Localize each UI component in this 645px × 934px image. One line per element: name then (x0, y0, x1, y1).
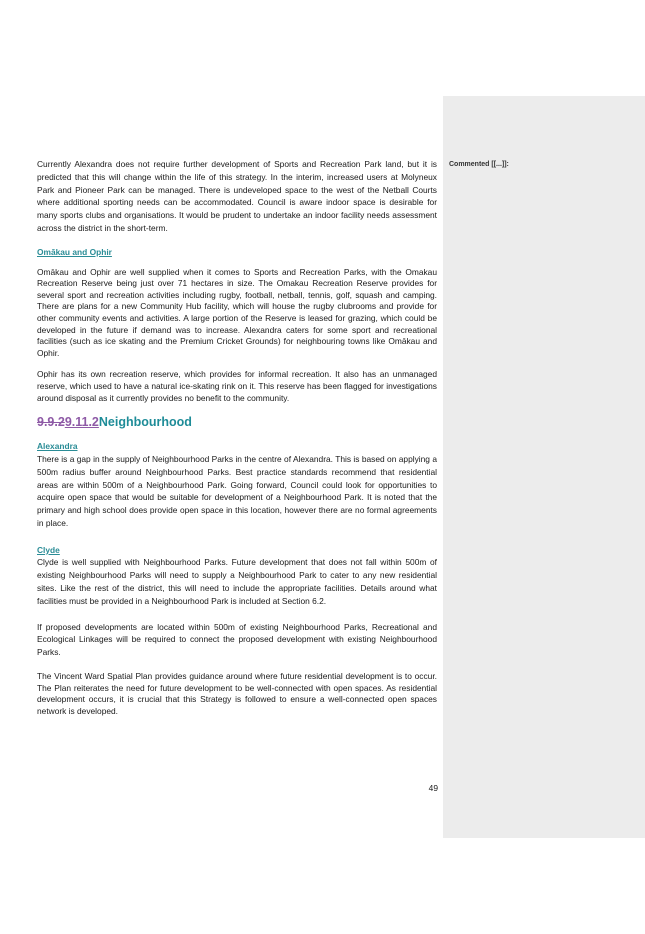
paragraph-omakau-2: Ophir has its own recreation reserve, which provides for informal recreation. It also has an unmanaged reserve, which used to have a natural ice-skating rink on it. This reserve has been flagged for investigations around disposal as it currently provides no benefit to the community. (37, 369, 437, 403)
paragraph-clyde-3: The Vincent Ward Spatial Plan provides guidance around where future residential development is to occur. The Plan reiterates the need for future development to be well-connected with open spaces. As residential development occurs, it is crucial that this Strategy is followed to ensure a well-connected open spaces network is developed. (37, 671, 437, 716)
heading-new-number: 9.11.2 (64, 415, 99, 430)
subheading-clyde: Clyde (37, 544, 60, 555)
paragraph-alexandra-neighbourhood: There is a gap in the supply of Neighbourhood Parks in the centre of Alexandra. This is based on applying a 500m radius buffer around Neighbourhood Parks. Best practice standards recommend that residential areas are within 500m of a Neighbourhood Park. Going forward, Council could look for opportunities to acquire open space that would be suitable for development of a Neighbourhood Park. It is noted that the primary and high school does provide open space in this location, however there are no formal agreements in place. (37, 453, 437, 528)
comment-label[interactable]: Commented [[...]]: (449, 161, 509, 168)
paragraph-omakau-1: Omākau and Ophir are well supplied when it comes to Sports and Recreation Parks, with the Omakau Recreation Reserve being just over 71 hectares in size. The Omakau Recreation Reserve provides for several sport and recreation activities including rugby, football, netball, tennis, golf, squash and camping. There are plans for a new Community Hub facility, which will house the rugby clubrooms and provide for other community events and activities. A large portion of the Reserve is leased for grazing, which could be developed in the future if demand was to increase. Alexandra caters for some sport and recreational facilities (such as ice skating and the Premium Cricket Grounds) for neighbouring towns like Omākau and Ophir. (37, 266, 437, 358)
subheading-omakau-ophir: Omākau and Ophir (37, 246, 112, 257)
heading-old-number: 9.9.2 (37, 415, 65, 430)
paragraph-clyde-2: If proposed developments are located within 500m of existing Neighbourhood Parks, Recreational and Ecological Linkages will be required to connect the proposed development with existing Neighbourhood Parks. (37, 621, 437, 658)
section-heading (37, 414, 437, 430)
paragraph-clyde-1: Clyde is well supplied with Neighbourhood Parks. Future development that does not fall within 500m of existing Neighbourhood Parks will need to supply a Neighbourhood Park to cater to any new residential sites. Like the rest of the district, this will need to include the appropriate facilities. Details around what facilities must be provided in a Neighbourhood Park is included at Section 6.2. (37, 557, 437, 606)
document-body (37, 158, 437, 717)
subheading-alexandra: Alexandra (37, 441, 78, 452)
page-number: 49 (428, 783, 438, 793)
heading-title: Neighbourhood (98, 415, 192, 430)
comment-pane (443, 96, 645, 838)
paragraph-alexandra-sports: Currently Alexandra does not require further development of Sports and Recreation Park land, but it is predicted that this will change within the life of this strategy. In the interim, increased users at Molyneux Park and Pioneer Park can be managed. There is undeveloped space to the west of the Netball Courts where additional sporting needs can be accommodated. Council is aware indoor space is desirable for many sports clubs and organisations. It would be prudent to undertake an indoor facility needs assessment across the district in the short-term. (37, 159, 437, 233)
